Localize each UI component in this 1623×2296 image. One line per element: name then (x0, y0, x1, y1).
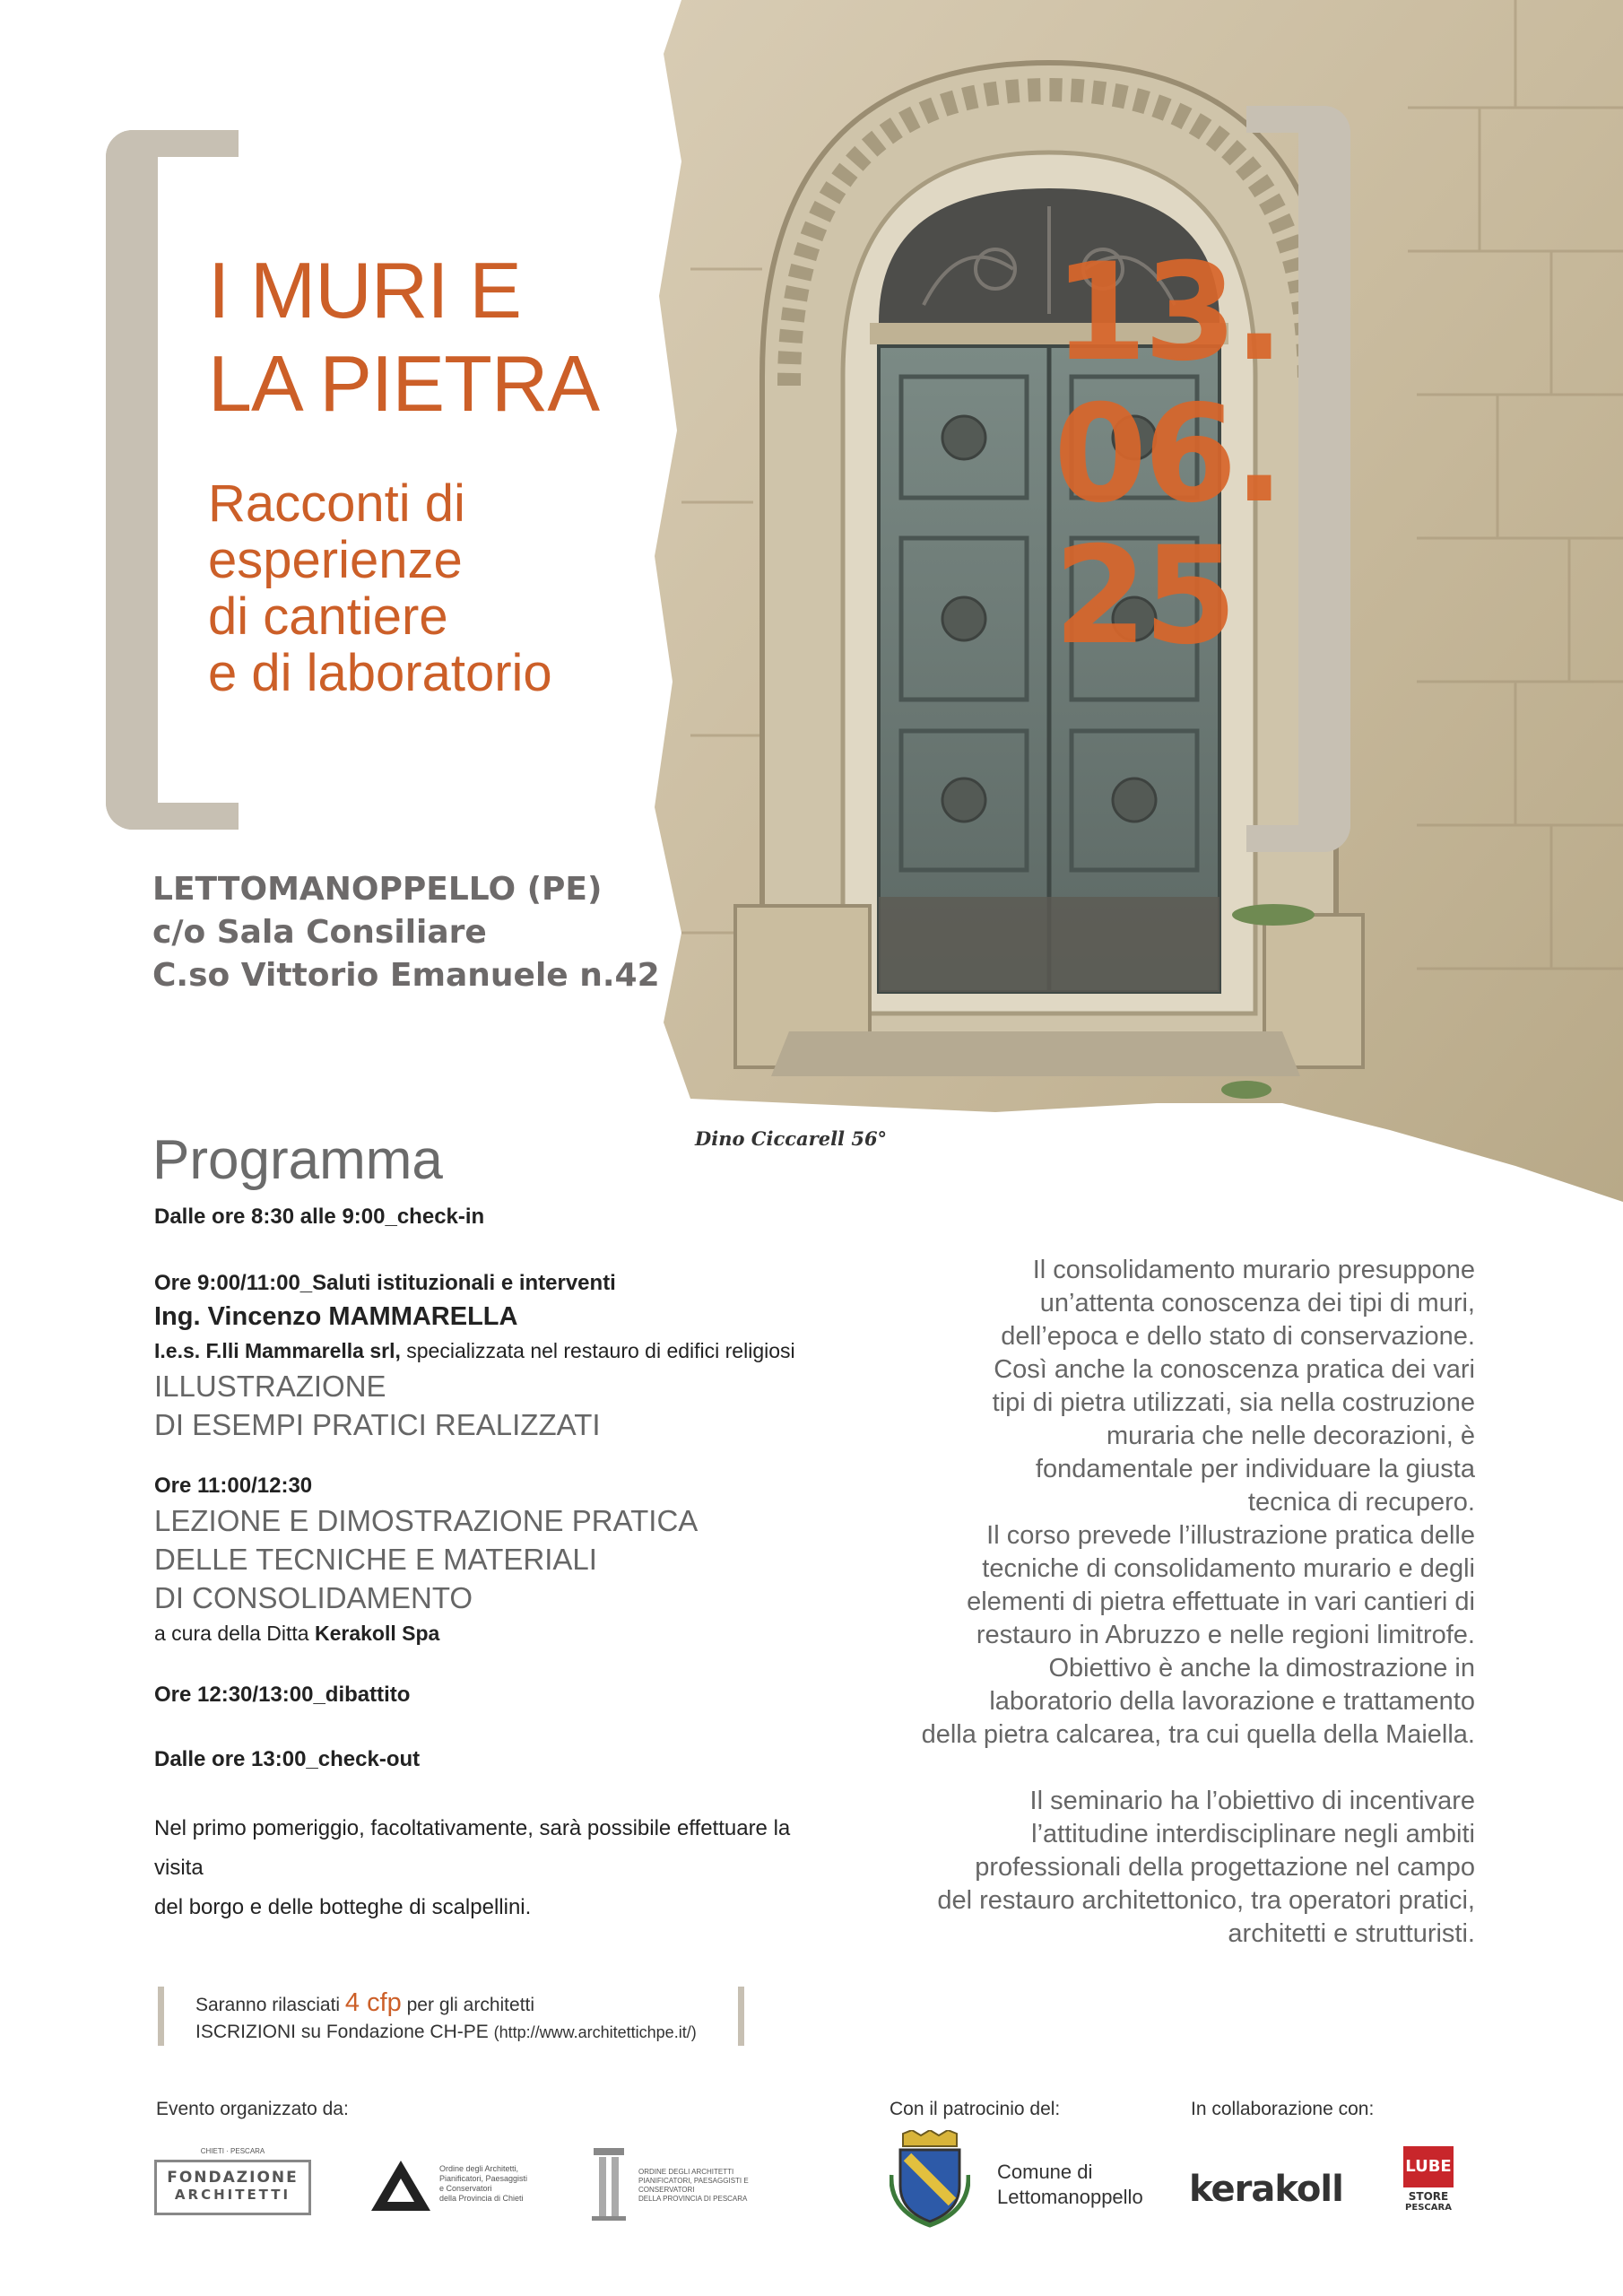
subtitle-line: di cantiere (208, 587, 448, 646)
desc-line: tecnica di recupero. (1247, 1488, 1475, 1517)
desc-line: Il consolidamento murario presuppone (1032, 1256, 1475, 1284)
lube-city: PESCARA (1405, 2203, 1452, 2213)
program-slot1-company (154, 1335, 836, 1367)
desc-line: architetti e strutturisti. (1228, 1919, 1475, 1948)
program-slot2-by (154, 1617, 836, 1649)
event-date (1054, 235, 1281, 674)
topic-line: DI CONSOLIDAMENTO (154, 1581, 473, 1614)
ordine-line: ORDINE DEGLI ARCHITETTI (638, 2168, 734, 2176)
coat-of-arms-icon (890, 2130, 970, 2229)
desc-line: del restauro architettonico, tra operatori pratici, (937, 1886, 1475, 1915)
lube-logo (1403, 2146, 1454, 2213)
date-year: 25 (1054, 518, 1234, 674)
program-slot3: Ore 12:30/13:00_dibattito (154, 1683, 411, 1707)
desc-line: professionali della progettazione nel campo (975, 1853, 1475, 1882)
subtitle-line: e di laboratorio (208, 644, 552, 702)
course-description (861, 1254, 1475, 1951)
desc-line: tecniche di consolidamento murario e degli (982, 1554, 1475, 1583)
triangle-icon (369, 2159, 432, 2213)
ordine-chieti-logo (369, 2157, 540, 2220)
credits-line-2 (195, 2019, 697, 2046)
comune-name (997, 2160, 1143, 2210)
comune-line: Comune di (997, 2161, 1093, 2183)
company-name: I.e.s. F.lli Mammarella srl, (154, 1339, 401, 1362)
registration-link[interactable]: (http://www.architettichpe.it/) (493, 2023, 697, 2041)
venue-city: LETTOMANOPPELLO (PE) (152, 871, 603, 908)
ordine-pescara-logo (590, 2146, 769, 2227)
event-subtitle (208, 475, 552, 701)
venue-address: C.so Vittorio Emanuele n.42 (152, 957, 660, 994)
venue-hall: c/o Sala Consiliare (152, 914, 487, 951)
desc-line: restauro in Abruzzo e nelle regioni limitrofe. (976, 1621, 1475, 1649)
program-slot1-topic (154, 1367, 836, 1444)
fondazione-sub: ARCHITETTI (174, 2187, 291, 2203)
by-label: a cura della Ditta (154, 1622, 315, 1645)
lube-store: STORE (1408, 2190, 1449, 2203)
title-line-2: LA PIETRA (208, 339, 600, 428)
title-line-1: I MURI E (208, 246, 521, 335)
subtitle-line: esperienze (208, 531, 463, 589)
desc-line: l’attitudine interdisciplinare negli ambiti (1031, 1820, 1475, 1848)
credits-pre: Saranno rilasciati (195, 1995, 345, 2015)
desc-line: Il corso prevede l’illustrazione pratica delle (986, 1521, 1475, 1550)
desc-line: tipi di pietra utilizzati, sia nella costruzione (992, 1388, 1475, 1417)
ordine-line: Pianificatori, Paesaggisti (439, 2174, 528, 2183)
credits-post: per gli architetti (401, 1995, 535, 2015)
subtitle-line: Racconti di (208, 474, 465, 533)
fondazione-logo (154, 2146, 311, 2218)
ordine-line: della Provincia di Chieti (439, 2194, 524, 2203)
afternoon-line: del borgo e delle botteghe di scalpellini. (154, 1895, 532, 1919)
ordine-line: DELLA PROVINCIA DI PESCARA (638, 2195, 748, 2203)
registration-label: ISCRIZIONI su Fondazione CH-PE (195, 2022, 494, 2042)
desc-line: laboratorio della lavorazione e trattamento (989, 1687, 1475, 1716)
afternoon-line: Nel primo pomeriggio, facoltativamente, sarà possibile effettuare la visita (154, 1816, 791, 1880)
desc-line: della pietra calcarea, tra cui quella della Maiella. (921, 1720, 1475, 1749)
photo-credit: Dino Ciccarell 56° (695, 1127, 888, 1150)
fondazione-region: CHIETI · PESCARA (200, 2147, 265, 2155)
event-title (208, 244, 599, 430)
topic-line: LEZIONE E DIMOSTRAZIONE PRATICA (154, 1504, 699, 1537)
ordine-line: PIANIFICATORI, PAESAGGISTI E (638, 2177, 749, 2185)
program-slot1-time: Ore 9:00/11:00_Saluti istituzionali e interventi (154, 1271, 616, 1295)
program-afternoon (154, 1809, 836, 1927)
patronage-label: Con il patrocinio del: (890, 2099, 1061, 2119)
desc-line: Così anche la conoscenza pratica dei vari (994, 1355, 1475, 1384)
program-checkout: Dalle ore 13:00_check-out (154, 1747, 421, 1771)
by-company: Kerakoll Spa (314, 1622, 440, 1645)
organized-label: Evento organizzato da: (156, 2099, 349, 2119)
fondazione-name: FONDAZIONE (167, 2169, 299, 2187)
program-slot1-speaker: Ing. Vincenzo MAMMARELLA (154, 1302, 518, 1331)
program-slot2-topic (154, 1501, 836, 1617)
comune-line: Lettomanoppello (997, 2186, 1143, 2208)
cfp-value: 4 cfp (344, 1988, 402, 2017)
programma-heading: Programma (152, 1129, 443, 1191)
desc-line: muraria che nelle decorazioni, è (1106, 1422, 1475, 1450)
desc-line: elementi di pietra effettuate in vari cantieri di (967, 1587, 1475, 1616)
credits-text (195, 1989, 697, 2046)
date-day: 13. (1054, 235, 1281, 391)
program-checkin: Dalle ore 8:30 alle 9:00_check-in (154, 1205, 485, 1229)
column-icon (590, 2146, 628, 2222)
programma-list (154, 1202, 836, 1927)
collab-label: In collaborazione con: (1191, 2099, 1375, 2119)
topic-line: DI ESEMPI PRATICI REALIZZATI (154, 1408, 601, 1441)
ordine-line: Ordine degli Architetti, (439, 2164, 519, 2173)
credits-line-1 (195, 1989, 697, 2019)
topic-line: DELLE TECNICHE E MATERIALI (154, 1543, 597, 1576)
venue (152, 868, 660, 997)
ordine-line: CONSERVATORI (638, 2186, 695, 2194)
topic-line: ILLUSTRAZIONE (154, 1370, 386, 1403)
date-month: 06. (1054, 377, 1281, 533)
lube-mark: LUBE (1403, 2146, 1454, 2187)
desc-line: Il seminario ha l’obiettivo di incentivare (1029, 1787, 1475, 1815)
kerakoll-logo: kerakoll (1189, 2169, 1343, 2210)
ordine-line: e Conservatori (439, 2184, 492, 2193)
desc-line: dell’epoca e dello stato di conservazione. (1001, 1322, 1475, 1351)
comune-crest (890, 2130, 970, 2229)
desc-line: Obiettivo è anche la dimostrazione in (1048, 1654, 1475, 1683)
company-desc: specializzata nel restauro di edifici religiosi (400, 1339, 795, 1362)
desc-line: fondamentale per individuare la giusta (1035, 1455, 1475, 1483)
program-slot2-time: Ore 11:00/12:30 (154, 1474, 313, 1498)
desc-line: un’attenta conoscenza dei tipi di muri, (1039, 1289, 1475, 1318)
